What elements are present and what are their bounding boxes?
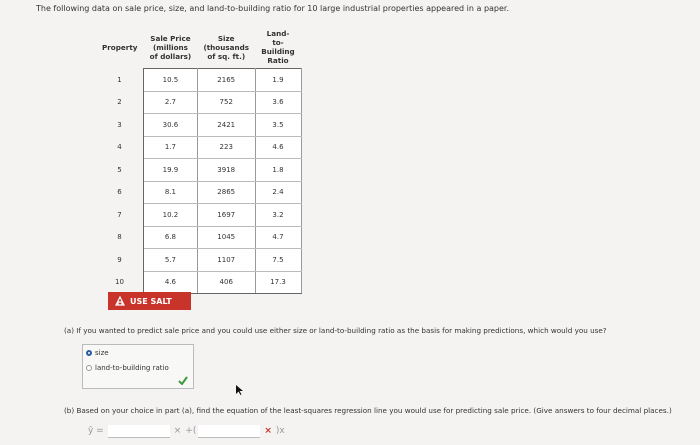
radio-land-to-building-ratio[interactable]	[86, 365, 92, 371]
data-cell: 3.5	[255, 114, 301, 137]
mouse-cursor-icon	[236, 385, 243, 395]
table-row	[96, 136, 301, 159]
table-row	[96, 91, 301, 114]
data-table	[96, 26, 302, 294]
table-row	[96, 159, 301, 182]
option-size[interactable]	[86, 349, 109, 357]
data-cell: 3.6	[255, 91, 301, 114]
option-size-label: size	[95, 349, 109, 357]
option-land-label: land-to-building ratio	[95, 364, 169, 372]
data-cell: 4.6	[255, 136, 301, 159]
slope-input[interactable]	[198, 425, 260, 438]
property-cell: 7	[96, 204, 143, 227]
plus-paren: +(	[185, 426, 197, 436]
regression-equation-row	[88, 424, 285, 438]
data-cell: 1.8	[255, 159, 301, 182]
data-cell: 3.2	[255, 204, 301, 227]
data-cell: 1.7	[143, 136, 197, 159]
data-cell: 19.9	[143, 159, 197, 182]
data-cell: 10.2	[143, 204, 197, 227]
data-cell: 17.3	[255, 271, 301, 294]
table-row	[96, 181, 301, 204]
data-cell: 406	[197, 271, 255, 294]
data-cell: 2165	[197, 69, 255, 92]
part-a-question: (a) If you wanted to predict sale price and you could use either size or land-to-building ratio as the basis for making predictions, which would you use?	[64, 326, 607, 335]
part-b-question: (b) Based on your choice in part (a), find the equation of the least-squares regression line you would use for predicting sale price. (Give answers to four decimal places.)	[64, 406, 672, 415]
table-row	[96, 226, 301, 249]
table-row	[96, 271, 301, 294]
column-header-3: Land-to- Building Ratio	[255, 26, 301, 69]
salt-icon	[115, 296, 125, 306]
data-cell: 1045	[197, 226, 255, 249]
y-hat-label: ŷ =	[88, 426, 104, 436]
property-cell: 3	[96, 114, 143, 137]
data-cell: 30.6	[143, 114, 197, 137]
part-a-answer-box	[82, 344, 194, 389]
data-cell: 2421	[197, 114, 255, 137]
data-cell: 7.5	[255, 249, 301, 272]
data-cell: 4.6	[143, 271, 197, 294]
problem-intro: The following data on sale price, size, and land-to-building ratio for 10 large industrial properties appeared in a paper.	[36, 4, 510, 13]
data-cell: 223	[197, 136, 255, 159]
intercept-incorrect-icon: ×	[173, 426, 182, 436]
data-cell: 4.7	[255, 226, 301, 249]
option-land-to-building-ratio[interactable]	[86, 364, 169, 372]
close-paren-x: )x	[275, 426, 285, 436]
data-cell: 752	[197, 91, 255, 114]
data-cell: 2865	[197, 181, 255, 204]
property-cell: 8	[96, 226, 143, 249]
data-cell: 1697	[197, 204, 255, 227]
data-cell: 2.7	[143, 91, 197, 114]
property-cell: 6	[96, 181, 143, 204]
table-row	[96, 204, 301, 227]
property-cell: 4	[96, 136, 143, 159]
column-header-0: Property	[96, 26, 143, 69]
data-cell: 1107	[197, 249, 255, 272]
property-cell: 9	[96, 249, 143, 272]
data-cell: 1.9	[255, 69, 301, 92]
table-row	[96, 69, 301, 92]
table-row	[96, 249, 301, 272]
data-cell: 5.7	[143, 249, 197, 272]
data-cell: 10.5	[143, 69, 197, 92]
use-salt-button[interactable]	[108, 292, 191, 310]
radio-size[interactable]	[86, 350, 92, 356]
use-salt-label: USE SALT	[130, 296, 172, 306]
property-cell: 10	[96, 271, 143, 294]
property-cell: 2	[96, 91, 143, 114]
data-table-container	[96, 26, 302, 294]
intercept-input[interactable]	[108, 425, 170, 438]
column-header-1: Sale Price (millions of dollars)	[143, 26, 197, 69]
data-cell: 3918	[197, 159, 255, 182]
slope-incorrect-icon: ×	[264, 426, 272, 436]
column-header-2: Size (thousands of sq. ft.)	[197, 26, 255, 69]
table-row	[96, 114, 301, 137]
property-cell: 1	[96, 69, 143, 92]
property-cell: 5	[96, 159, 143, 182]
data-cell: 8.1	[143, 181, 197, 204]
data-cell: 6.8	[143, 226, 197, 249]
correct-check-icon	[178, 376, 188, 385]
data-cell: 2.4	[255, 181, 301, 204]
